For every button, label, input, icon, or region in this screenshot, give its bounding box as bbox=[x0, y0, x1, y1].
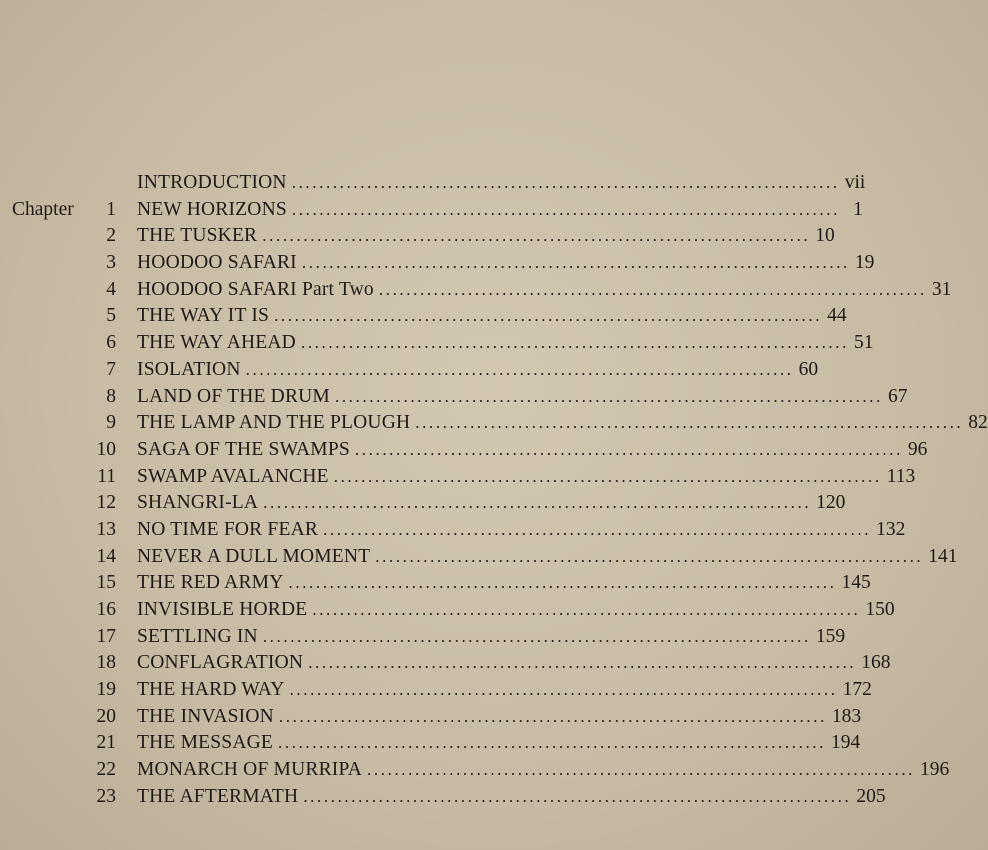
toc-row bbox=[0, 677, 872, 704]
chapter-number: 3 bbox=[106, 252, 116, 274]
chapter-number: 2 bbox=[106, 225, 116, 247]
toc-entry-page: 120 bbox=[816, 492, 846, 514]
leader-dots: ................................................................................ bbox=[334, 386, 883, 406]
chapter-number: 16 bbox=[96, 599, 116, 620]
chapter-number: 8 bbox=[106, 385, 116, 407]
leader-dots: ................................................................................ bbox=[245, 359, 794, 379]
toc-entry-title: THE LAMP AND THE PLOUGH bbox=[137, 412, 411, 434]
leader-dots: ................................................................................ bbox=[262, 226, 811, 246]
toc-entry-title: MONARCH OF MURRIPA bbox=[137, 759, 363, 781]
toc-row bbox=[0, 624, 846, 651]
toc-entry-page: 145 bbox=[841, 572, 871, 594]
toc-entry-title: HOODOO SAFARI bbox=[137, 252, 297, 274]
chapter-number: 17 bbox=[96, 625, 116, 647]
toc-entry-title: THE HARD WAY bbox=[137, 679, 285, 701]
chapter-number: 9 bbox=[106, 412, 116, 434]
toc-entry-page: 1 bbox=[853, 198, 863, 220]
chapter-number: 20 bbox=[96, 705, 116, 727]
toc-row bbox=[0, 490, 846, 517]
toc-entry-title: SWAMP AVALANCHE bbox=[137, 465, 329, 487]
chapter-number: 22 bbox=[96, 759, 116, 781]
chapter-number: 13 bbox=[96, 518, 116, 540]
toc-entry-page: 44 bbox=[827, 305, 847, 327]
toc-row bbox=[0, 730, 861, 757]
leader-dots: ................................................................................ bbox=[262, 626, 811, 646]
toc-entry-title: LAND OF THE DRUM bbox=[137, 385, 330, 407]
toc-entry-title: HOODOO SAFARI Part Two bbox=[137, 278, 374, 300]
leader-dots: ................................................................................ bbox=[367, 760, 916, 780]
toc-entry-page: 10 bbox=[815, 225, 835, 247]
toc-entry-title: SETTLING IN bbox=[137, 625, 258, 647]
chapter-number: 19 bbox=[96, 679, 116, 701]
toc-row bbox=[0, 784, 886, 811]
toc-entry-title: THE AFTERMATH bbox=[137, 785, 299, 807]
leader-dots: ................................................................................ bbox=[415, 413, 964, 433]
leader-dots: ................................................................................ bbox=[274, 306, 823, 326]
chapter-number: 6 bbox=[106, 332, 116, 354]
toc-row bbox=[0, 384, 908, 411]
toc-row bbox=[0, 330, 874, 357]
toc-row bbox=[0, 437, 928, 464]
chapter-number: 18 bbox=[96, 652, 116, 674]
toc-row bbox=[0, 570, 871, 597]
toc-entry-page: 150 bbox=[865, 599, 895, 620]
toc-row bbox=[0, 303, 847, 330]
leader-dots: ................................................................................ bbox=[291, 173, 840, 192]
toc-entry-title: NEW HORIZONS bbox=[137, 198, 287, 220]
toc-row bbox=[0, 704, 862, 731]
toc-entry-title: SHANGRI-LA bbox=[137, 492, 259, 514]
toc-entry-page: 205 bbox=[856, 785, 886, 807]
chapter-number: 1 bbox=[106, 198, 116, 220]
toc-entry-page: 51 bbox=[853, 332, 874, 354]
toc-entry-page: vii bbox=[844, 172, 866, 193]
toc-entry-page: 67 bbox=[887, 385, 908, 407]
toc-row bbox=[0, 250, 875, 277]
leader-dots: ................................................................................ bbox=[303, 786, 852, 806]
leader-dots: ................................................................................ bbox=[263, 493, 812, 513]
leader-dots: ................................................................................ bbox=[308, 653, 857, 673]
leader-dots: ................................................................................ bbox=[289, 680, 838, 700]
toc-entry-page: 172 bbox=[842, 679, 872, 701]
toc-entry-page: 113 bbox=[886, 465, 916, 487]
toc-entry-title: THE WAY AHEAD bbox=[137, 332, 296, 354]
toc-entry-page: 60 bbox=[798, 358, 819, 380]
chapter-number: 12 bbox=[96, 492, 116, 514]
toc-entry-title: NO TIME FOR FEAR bbox=[137, 518, 319, 540]
chapter-prefix: Chapter bbox=[12, 198, 74, 220]
chapter-number: 4 bbox=[106, 278, 116, 300]
toc-entry-title: INTRODUCTION bbox=[137, 172, 287, 193]
toc-entry-page: 141 bbox=[928, 545, 958, 567]
toc-row bbox=[0, 410, 988, 437]
leader-dots: ................................................................................ bbox=[301, 253, 850, 273]
toc-entry-page: 31 bbox=[931, 278, 952, 300]
chapter-number: 23 bbox=[96, 785, 116, 807]
toc-entry-page: 82 bbox=[968, 412, 988, 434]
leader-dots: ................................................................................ bbox=[278, 706, 827, 726]
leader-dots: ................................................................................ bbox=[378, 279, 927, 299]
toc-row bbox=[0, 517, 906, 544]
leader-dots: ................................................................................ bbox=[278, 733, 826, 753]
toc-entry-title: THE MESSAGE bbox=[137, 732, 273, 754]
table-of-contents bbox=[0, 170, 988, 811]
toc-row-introduction bbox=[0, 170, 866, 197]
leader-dots: ................................................................................ bbox=[333, 466, 882, 486]
toc-row bbox=[0, 223, 835, 250]
chapter-number: 10 bbox=[96, 438, 116, 460]
toc-row bbox=[0, 757, 950, 784]
toc-entry-title: THE TUSKER bbox=[137, 225, 258, 247]
toc-entry-title: THE INVASION bbox=[137, 705, 274, 727]
toc-entry-title: THE WAY IT IS bbox=[137, 305, 270, 327]
leader-dots: ................................................................................ bbox=[300, 333, 849, 353]
leader-dots: ................................................................................ bbox=[354, 439, 903, 459]
toc-row bbox=[0, 464, 916, 491]
chapter-number: 15 bbox=[96, 572, 116, 594]
toc-row bbox=[0, 544, 958, 571]
toc-entry-title: CONFLAGRATION bbox=[137, 652, 304, 674]
toc-entry-page: 19 bbox=[854, 252, 875, 274]
chapter-number: 11 bbox=[97, 465, 116, 487]
toc-entry-title: INVISIBLE HORDE bbox=[137, 599, 308, 620]
chapter-number: 7 bbox=[106, 358, 116, 380]
chapter-number: 14 bbox=[96, 545, 116, 567]
toc-entry-page: 168 bbox=[861, 652, 891, 674]
toc-row bbox=[0, 197, 863, 224]
toc-entry-page: 96 bbox=[907, 438, 928, 460]
chapter-number: 5 bbox=[106, 305, 116, 327]
toc-row bbox=[0, 597, 895, 624]
toc-entry-title: ISOLATION bbox=[137, 358, 241, 380]
chapter-number: 21 bbox=[96, 732, 116, 754]
toc-entry-page: 196 bbox=[920, 759, 950, 781]
leader-dots: ................................................................................ bbox=[312, 600, 861, 619]
toc-entry-title: SAGA OF THE SWAMPS bbox=[137, 438, 350, 460]
toc-entry-page: 132 bbox=[876, 518, 906, 540]
leader-dots: ................................................................................ bbox=[375, 546, 924, 566]
toc-entry-page: 194 bbox=[831, 732, 861, 754]
toc-entry-title: THE RED ARMY bbox=[137, 572, 284, 594]
leader-dots: ................................................................................ bbox=[323, 519, 872, 539]
toc-entry-title: NEVER A DULL MOMENT bbox=[137, 545, 371, 567]
toc-row bbox=[0, 277, 952, 304]
toc-entry-page: 159 bbox=[815, 625, 846, 647]
leader-dots: ................................................................................ bbox=[291, 199, 840, 219]
leader-dots: ................................................................................ bbox=[288, 573, 837, 593]
toc-row bbox=[0, 357, 819, 384]
toc-row bbox=[0, 650, 891, 677]
toc-entry-page: 183 bbox=[831, 705, 862, 727]
